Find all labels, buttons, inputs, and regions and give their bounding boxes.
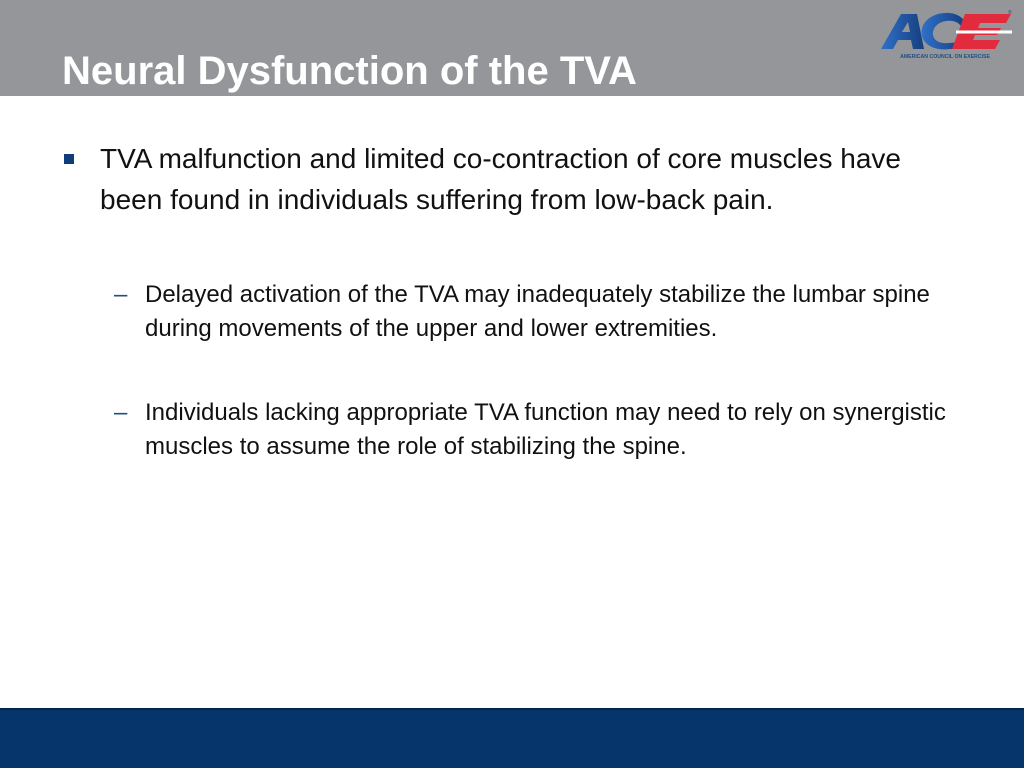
square-bullet-icon — [64, 154, 74, 164]
main-bullet-text: TVA malfunction and limited co-contraction of core muscles have been found in individuals suffering from low-back pain. — [100, 143, 901, 215]
sub-bullet-1-text: Delayed activation of the TVA may inadequately stabilize the lumbar spine during movements of the upper and lower extremities. — [145, 281, 930, 342]
dash-bullet-icon: – — [114, 281, 128, 308]
ace-logo-mark — [881, 13, 1012, 50]
ace-logo-a-shape — [881, 14, 924, 49]
dash-bullet-icon: – — [114, 399, 128, 426]
slide-header — [0, 0, 1024, 96]
slide-title: Neural Dysfunction of the TVA — [62, 49, 637, 93]
slide-content — [0, 96, 1024, 708]
registered-mark-icon: ® — [1008, 10, 1012, 16]
slide-footer — [0, 708, 1024, 768]
ace-logo-subtitle: AMERICAN COUNCIL ON EXERCISE — [900, 54, 990, 60]
sub-bullet-2-text: Individuals lacking appropriate TVA function may need to rely on synergistic muscles to assume the role of stabilizing the spine. — [145, 399, 946, 460]
ace-logo — [872, 6, 1014, 62]
